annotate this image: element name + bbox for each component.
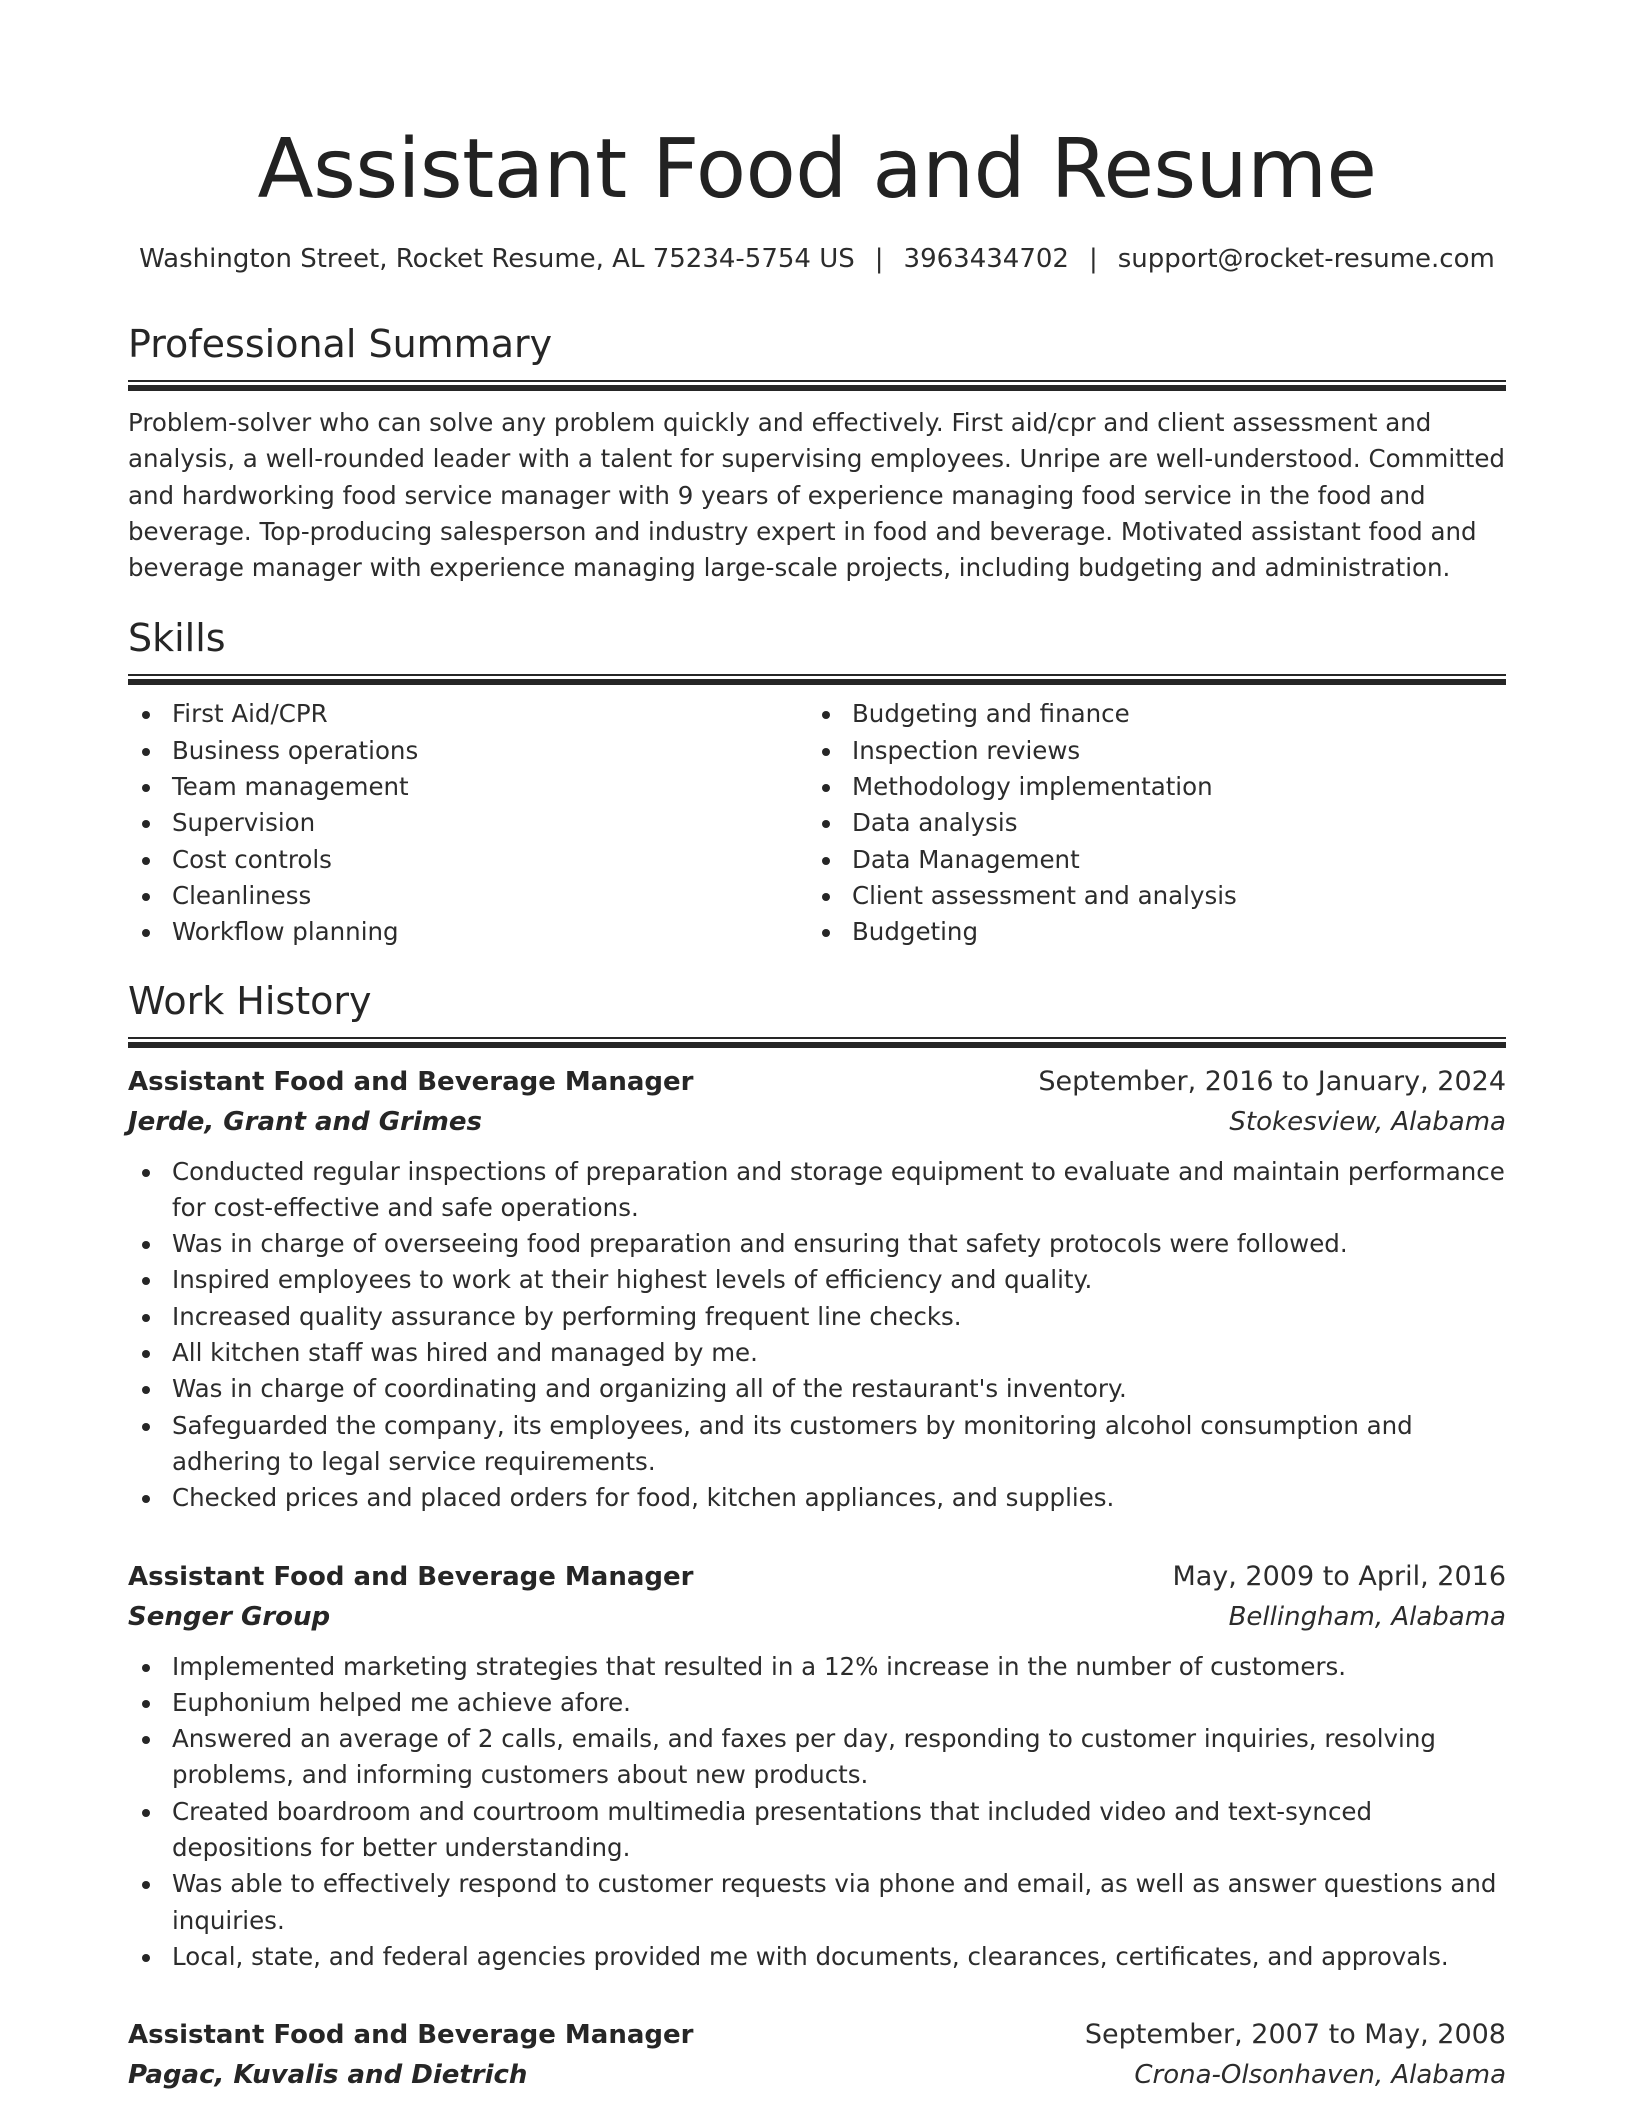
duty-item: Increased quality assurance by performing frequent line checks.: [128, 1299, 1506, 1335]
duty-item: Safeguarded the company, its employees, and its customers by monitoring alcohol consumption and adhering to legal service requirements.: [128, 1408, 1506, 1481]
contact-line: [128, 242, 1506, 276]
contact-separator: |: [1088, 244, 1098, 274]
duty-item: Local, state, and federal agencies provided me with documents, clearances, certificates, and approvals.: [128, 1939, 1506, 1975]
job-title: Assistant Food and Beverage Manager: [128, 1066, 694, 1097]
contact-address: Washington Street, Rocket Resume, AL 75234-5754 US: [139, 244, 855, 274]
skill-item: Budgeting: [808, 914, 1488, 950]
summary-text: Problem-solver who can solve any problem quickly and effectively. First aid/cpr and client assessment and analysis, a well-rounded leader with a talent for supervising employees. Unripe are well-understood. Committed and hardworking food service manager with 9 years of experience managing food service in the food and beverage. Top-producing salesperson and industry expert in food and beverage. Motivated assistant food and beverage manager with experience managing large-scale projects, including budgeting and administration.: [128, 408, 1505, 583]
duty-item: Conducted regular inspections of preparation and storage equipment to evaluate and maintain performance for cost-effective and safe operations.: [128, 1154, 1506, 1227]
section-heading-professional-summary: Professional Summary: [128, 322, 553, 366]
job-entry: [128, 1557, 1506, 1976]
skill-item: Supervision: [128, 805, 808, 841]
duty-item: Inspired employees to work at their highest levels of efficiency and quality.: [128, 1262, 1506, 1298]
skills-list-left: [128, 696, 808, 950]
resume-page: [128, 0, 1506, 2095]
job-dates: May, 2009 to April, 2016: [1172, 1560, 1506, 1592]
job-location: Bellingham, Alabama: [1228, 1601, 1506, 1632]
skill-item: Client assessment and analysis: [808, 878, 1488, 914]
section-divider: [128, 1037, 1506, 1048]
duty-item: Was able to effectively respond to customer requests via phone and email, as well as answer questions and inquiries.: [128, 1866, 1506, 1939]
skill-item: First Aid/CPR: [128, 696, 808, 732]
section-heading-work-history: Work History: [128, 978, 372, 1023]
job-header-row: [128, 2015, 1506, 2055]
professional-summary-section: [128, 320, 1506, 586]
skill-item: Team management: [128, 769, 808, 805]
job-company: Jerde, Grant and Grimes: [128, 1106, 482, 1137]
skill-item: Cost controls: [128, 842, 808, 878]
duty-item: Was in charge of coordinating and organizing all of the restaurant's inventory.: [128, 1371, 1506, 1407]
skills-columns: [128, 696, 1506, 950]
skills-section: [128, 614, 1506, 950]
duty-item: Checked prices and placed orders for food, kitchen appliances, and supplies.: [128, 1480, 1506, 1516]
contact-separator: |: [874, 244, 884, 274]
skill-item: Budgeting and finance: [808, 696, 1488, 732]
duty-item: Euphonium helped me achieve afore.: [128, 1685, 1506, 1721]
job-entry: [128, 1062, 1506, 1517]
job-duties-list: [128, 1649, 1506, 1976]
skill-item: Methodology implementation: [808, 769, 1488, 805]
job-dates: September, 2016 to January, 2024: [1038, 1065, 1506, 1097]
job-header-row: [128, 1062, 1506, 1102]
duty-item: Answered an average of 2 calls, emails, and faxes per day, responding to customer inquiries, resolving problems, and informing customers about new products.: [128, 1721, 1506, 1794]
job-company-row: [128, 1102, 1506, 1142]
duty-item: Created boardroom and courtroom multimedia presentations that included video and text-synced depositions for better understanding.: [128, 1794, 1506, 1867]
work-history-section: [128, 977, 1506, 2096]
section-heading-skills: Skills: [128, 616, 226, 661]
skill-item: Data Management: [808, 842, 1488, 878]
job-company-row: [128, 1597, 1506, 1637]
job-entry: [128, 2015, 1506, 2095]
job-title: Assistant Food and Beverage Manager: [128, 1561, 694, 1592]
duty-item: Implemented marketing strategies that resulted in a 12% increase in the number of customers.: [128, 1649, 1506, 1685]
skill-item: Business operations: [128, 733, 808, 769]
job-company: Senger Group: [128, 1601, 331, 1632]
job-dates: September, 2007 to May, 2008: [1084, 2019, 1506, 2051]
contact-phone: 3963434702: [903, 244, 1069, 274]
resume-name: Assistant Food and Resume: [257, 122, 1377, 217]
job-duties-list: [128, 1154, 1506, 1517]
skill-item: Cleanliness: [128, 878, 808, 914]
section-divider: [128, 674, 1506, 685]
contact-email: support@rocket-resume.com: [1117, 244, 1495, 274]
job-header-row: [128, 1557, 1506, 1597]
job-company: Pagac, Kuvalis and Dietrich: [128, 2060, 528, 2091]
job-location: Crona-Olsonhaven, Alabama: [1134, 2060, 1506, 2091]
skill-item: Workflow planning: [128, 914, 808, 950]
skills-list-right: [808, 696, 1488, 950]
skill-item: Inspection reviews: [808, 733, 1488, 769]
skill-item: Data analysis: [808, 805, 1488, 841]
duty-item: All kitchen staff was hired and managed by me.: [128, 1335, 1506, 1371]
job-location: Stokesview, Alabama: [1229, 1106, 1506, 1137]
job-company-row: [128, 2055, 1506, 2095]
job-title: Assistant Food and Beverage Manager: [128, 2020, 694, 2051]
section-divider: [128, 380, 1506, 391]
duty-item: Was in charge of overseeing food preparation and ensuring that safety protocols were followed.: [128, 1226, 1506, 1262]
